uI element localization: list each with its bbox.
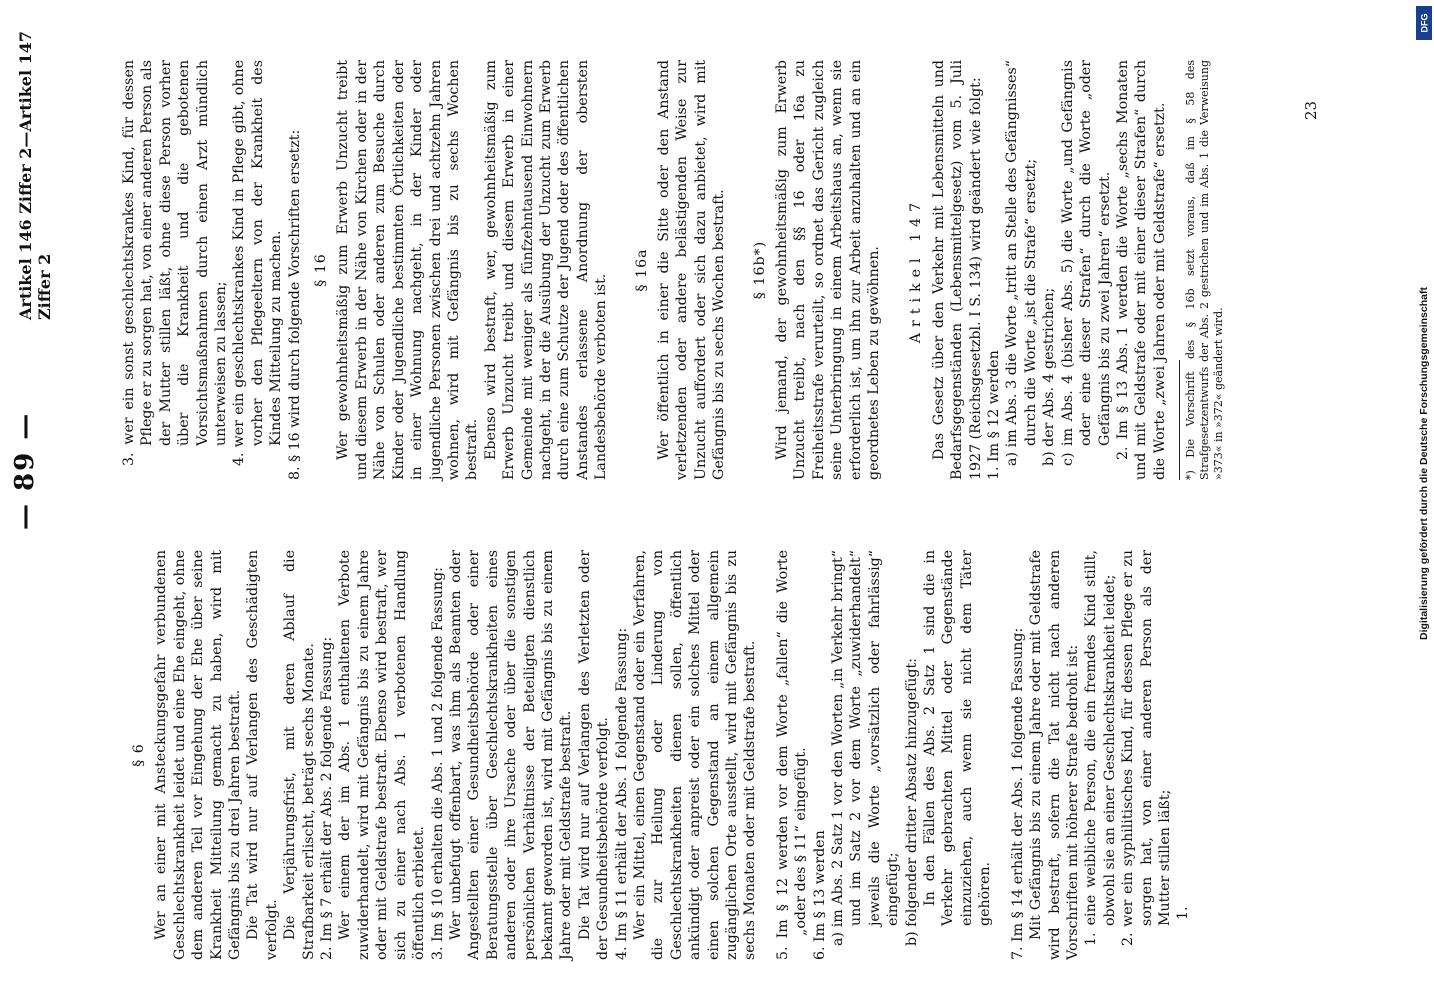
- page-number: — 89 —: [10, 411, 40, 530]
- page-header: [10, 0, 54, 1000]
- list-item: 4. Im § 11 erhält der Abs. 1 folgende Fassung:: [613, 627, 630, 960]
- paragraph: Wer an einer mit Ansteckungsgefahr verbundenen Geschlechtskrankheit leidet und eine Ehe eingeht, ohne dem anderen Teil vor Eingehung der Ehe über seine Krankheit Mitteilung gemacht zu haben, wird mit Gefängnis bis zu drei Jahren bestraft.: [153, 550, 244, 960]
- section-heading: § 6: [131, 743, 147, 767]
- paragraph: Das Gesetz über den Verkehr mit Lebensmitteln und Bedarfsgegenständen (Lebensmittelgesetz) vom 5. Juli 1927 (Reichsgesetzbl. I S. 134) wird geändert wie folgt:: [930, 60, 984, 480]
- list-item: b) folgender dritter Absatz hinzugefügt:: [903, 658, 920, 946]
- list-item: 1.: [1175, 906, 1192, 920]
- list-item: 3. wer ein sonst geschlechtskrankes Kind, für dessen Pflege er zu sorgen hat, von einer anderen Person als der Mutter stillen läßt, ohne diese Person vorher über die Krankheit und die gebotenen Vorsichtsmaßnahmen durch einen Arzt mündlich unterweisen zu lassen;: [121, 60, 230, 466]
- left-column: [122, 550, 1193, 960]
- list-item: 7. Im § 14 erhält der Abs. 1 folgende Fassung:: [1009, 627, 1026, 960]
- article-heading: Artikel 147: [908, 196, 925, 344]
- dfg-logo: DFG: [1416, 6, 1432, 40]
- paragraph: Wer unbefugt offenbart, was ihm als Beamten oder Angestellten einer Gesundheitsbehörde oder einer Beratungsstelle über Geschlechtskrankheiten eines anderen oder ihre Ursache oder über die sonstigen persönlichen Verhältnisse der Beteiligten dienstlich bekannt geworden ist, wird mit Gefängnis bis zu einem Jahre oder mit Geldstrafe bestraft.: [447, 550, 575, 960]
- paragraph: Mit Gefängnis bis zu einem Jahre oder mit Geldstrafe wird bestraft, sofern die Tat nicht nach anderen Vorschriften mit höherer Strafe bedroht ist:: [1028, 550, 1081, 960]
- paragraph: Wird jemand, der gewohnheitsmäßig zum Erwerb Unzucht treibt, nach den §§ 16 oder 16a zu Freiheitsstrafe verurteilt, so ordnet das Gericht zugleich seine Unterbringung in einem Arbeitshaus an, wenn sie erforderlich ist, um ihn zur Arbeit anzuhalten und an ein geordnetes Leben zu gewöhnen.: [774, 60, 883, 480]
- rotated-document-page: [2, 0, 1392, 1000]
- footnote: *) Die Vorschrift des § 16b setzt voraus, daß im § 58 des Strafgesetzentwurfs der Abs. 2 gestrichen und im Abs. 1 die Verweisung »373« in »372« geändert wird.: [1184, 60, 1226, 480]
- paragraph: Die Tat wird nur auf Verlangen des Verletzten oder der Gesundheitsbehörde verfolgt.: [576, 550, 612, 960]
- list-item: 1. eine weibliche Person, die ein fremdes Kind stillt, obwohl sie an einer Geschlechtskrankheit leidet;: [1083, 550, 1118, 946]
- digitization-credit: Digitalisierung gefördert durch die Deutsche Forschungsgemeinschaft: [1418, 287, 1430, 640]
- paragraph: 2. Im § 13 Abs. 1 werden die Worte „sechs Monaten und mit Geldstrafe oder mit einer dieser Strafen“ durch die Worte „zwei Jahren oder mit Geldstrafe“ ersetzt.: [1114, 60, 1168, 480]
- list-item: 2. wer ein syphilitisches Kind, für dessen Pflege er zu sorgen hat, von einer anderen Person als der Mutter stillen läßt;: [1120, 550, 1173, 946]
- list-item: 5. Im § 12 werden vor dem Worte „fallen“ die Worte „oder des § 11“ eingefügt.: [774, 550, 810, 960]
- paragraph: Wer ein Mittel, einen Gegenstand oder ein Verfahren, die zur Heilung oder Linderung von Geschlechtskrankheiten dienen sollen, öffentlich ankündigt oder anpreist oder ein solches Mittel oder einen solchen Gegenstand an einem allgemein zugänglichen Orte ausstellt, wird mit Gefängnis bis zu sechs Monaten oder mit Geldstrafe bestraft.: [631, 550, 759, 960]
- list-item: 8. § 16 wird durch folgende Vorschriften ersetzt:: [286, 129, 303, 480]
- paragraph: Ebenso wird bestraft, wer, gewohnheitsmäßig zum Erwerb Unzucht treibt und diesem Erwerb in einer Gemeinde mit weniger als fünfzehntausend Einwohnern nachgeht, in der die Ausübung der Unzucht zum Erwerb durch eine zum Schutze der Jugend oder des öffentlichen Anstandes erlassene Anordnung der obersten Landesbehörde verboten ist.: [482, 60, 610, 480]
- list-item: b) der Abs. 4 gestrichen;: [1041, 287, 1058, 466]
- paragraph: Die Tat wird nur auf Verlangen des Geschädigten verfolgt.: [245, 550, 280, 960]
- section-heading: § 16: [313, 253, 330, 287]
- list-item: a) im Abs. 3 die Worte „tritt an Stelle des Gefängnisses“ durch die Worte „ist die Strafe“ ersetzt;: [1004, 60, 1039, 466]
- list-item: 1. Im § 12 werden: [986, 350, 1003, 480]
- list-item: 2. Im § 7 erhält der Abs. 2 folgende Fassung:: [319, 636, 336, 960]
- paragraph: Die Verjährungsfrist, mit deren Ablauf die Strafbarkeit erlischt, beträgt sechs Monate.: [282, 550, 317, 960]
- list-item: 4. wer ein geschlechtskrankes Kind in Pflege gibt, ohne vorher den Pflegeeltern von der Krankheit des Kindes Mitteilung zu machen.: [231, 60, 285, 466]
- running-title: Artikel 146 Ziffer 2—Artikel 147 Ziffer 2: [16, 30, 54, 320]
- list-item: a) im Abs. 2 Satz 1 vor den Worten „in Verkehr bringt“ und im Satz 2 vor dem Worte „zuwiderhandelt“ jeweils die Worte „vorsätzlich oder fahrlässig“ eingefügt;: [830, 550, 902, 946]
- list-item: 6. Im § 13 werden: [811, 830, 828, 960]
- list-item: c) im Abs. 4 (bisher Abs. 5) die Worte „und Gefängnis oder eine dieser Strafen“ durch die Worte „oder Gefängnis bis zu zwei Jahren“ ersetzt.: [1059, 60, 1113, 466]
- paragraph: In den Fällen des Abs. 2 Satz 1 sind die in Verkehr gebrachten Mittel oder Gegenstände einzuziehen, auch wenn sie nicht dem Täter gehören.: [922, 550, 994, 926]
- bottom-page-number: 23: [1302, 100, 1320, 120]
- right-column: [120, 60, 1226, 480]
- paragraph: Wer öffentlich in einer die Sitte oder den Anstand verletzenden oder andere belästigenden Weise zur Unzucht auffordert oder sich dazu anbietet, wird mit Gefängnis bis zu sechs Wochen bestraft.: [655, 60, 728, 480]
- section-heading: § 16b*): [751, 240, 768, 300]
- footnote-rule: [1179, 360, 1180, 480]
- paragraph: Wer einem der im Abs. 1 enthaltenen Verbote zuwiderhandelt, wird mit Gefängnis bis zu einem Jahre oder mit Geldstrafe bestraft. Ebenso wird bestraft, wer sich zu einer nach Abs. 1 verbotenen Handlung öffentlich erbietet.: [337, 550, 428, 960]
- section-heading: § 16a: [633, 248, 650, 292]
- list-item: 3. Im § 10 erhalten die Abs. 1 und 2 folgende Fassung:: [429, 567, 446, 960]
- paragraph: Wer gewohnheitsmäßig zum Erwerb Unzucht treibt und diesem Erwerb in der Nähe von Kirchen oder in der Nähe von Schulen oder anderen zum Besuche durch Kinder oder Jugendliche bestimmten Örtlichkeiten oder in einer Wohnung nachgeht, in der Kinder oder jugendliche Personen zwischen drei und achtzehn Jahren wohnen, wird mit Gefängnis bis zu sechs Wochen bestraft.: [335, 60, 481, 480]
